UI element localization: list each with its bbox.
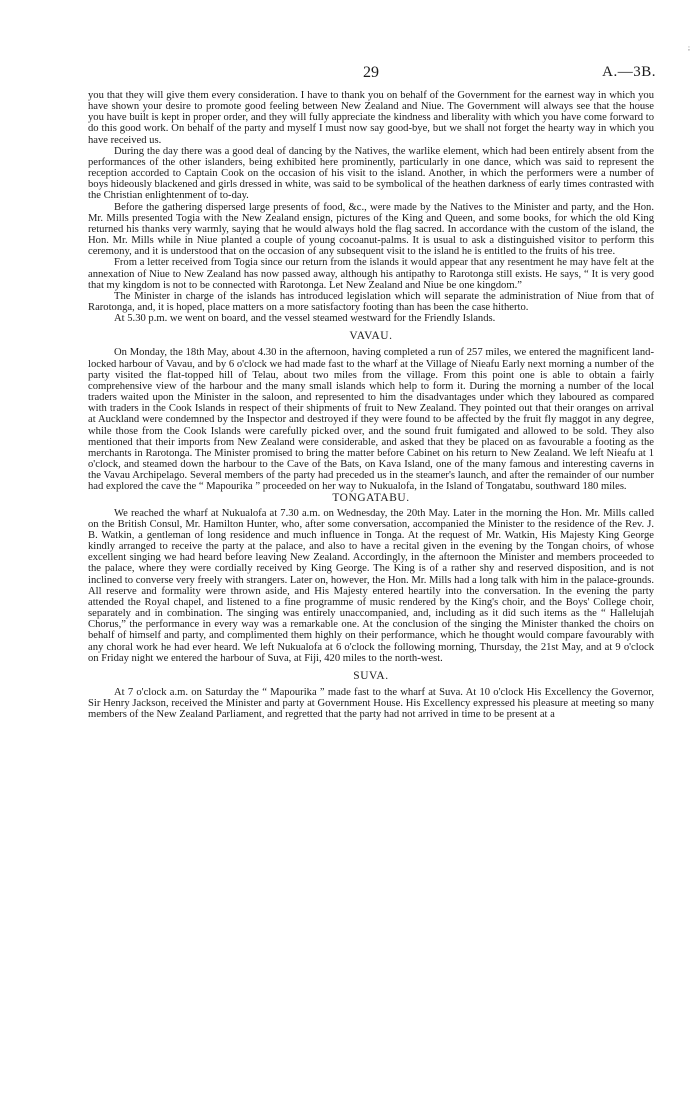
document-reference: A.—3B. (602, 64, 656, 80)
document-body (88, 90, 654, 720)
page-header (88, 64, 654, 90)
paragraph: you that they will give them every consideration. I have to thank you on behalf of the Government for the earnest way in which you have shown your desire to promote good feeling between New Zealand and Niue. The Government will always see that the house you have built is kept in proper order, and they will fully appreciate the kindness and liberality with which you have come forward to do this good work. On behalf of the party and myself I must now say good-bye, but we shall not forget the hearty way in which you have received us. (88, 90, 654, 146)
section-heading-suva: SUVA. (353, 669, 389, 682)
paragraph: During the day there was a good deal of dancing by the Natives, the warlike element, which had been entirely absent from the performances of the other islanders, being exhibited here prominently, particularly in one dance, which was said to represent the reception accorded to Captain Cook on the occasion of his visit to the island. Another, in which the performers were a number of boys hideously blackened and girls dressed in white, was said to be symbolical of the heathen darkness of early times contrasted with the Christian enlightenment of to-day. (88, 145, 654, 202)
paragraph: From a letter received from Togia since our return from the islands it would appear that any resentment he may have felt at the annexation of Niue to New Zealand has now passed away, although his antipathy to Rarotonga still exists. He says, “ It is very good that my kingdom is not to be connected with Rarotonga. Let New Zealand and Niue be one kingdom.” (88, 257, 654, 291)
paragraph: On Monday, the 18th May, about 4.30 in the afternoon, having completed a run of 257 miles, we entered the magnificent land-locked harbour of Vavau, and by 6 o'clock we had made fast to the wharf at the Village of Nieafu Early next morning a number of the party visited the flat-topped hill of Telau, about two miles from the village. From this point one is able to obtain a fairly comprehensive view of the harbour and the many small islands which help to form it. During the morning a number of the local traders waited upon the Minister in the saloon, and represented to him the disadvantages under which they laboured as compared with traders in the Cook Islands in respect of their shipments of fruit to New Zealand. They pointed out that their oranges on arrival at Auckland were condemned by the Inspector and destroyed if they were found to be affected by the fruit fly maggot in any degree, while those from the Cook Islands were carefully picked over, and the sound fruit fumigated and allowed to be sold. They also mentioned that their imports from New Zealand were considerable, and asked that they be placed on as favourable a footing as the merchants in Rarotonga. The Minister promised to bring the matter before Cabinet on his return to New Zealand. We left Nieafu at 1 o'clock, and steamed down the harbour to the Cave of the Bats, on Kava Island, one of the many famous and interesting caverns in the Vavau Archipelago. Several members of the party had preceded us in the steamer's launch, and after the remainder of our number had explored the cave the “ Mapourika ” proceeded on her way to Nukualofa, in the Island of Tongatabu, southward 180 miles. (88, 347, 654, 493)
section-heading-tongatabu: TONGATABU. (332, 492, 410, 505)
paragraph: We reached the wharf at Nukualofa at 7.30 a.m. on Wednesday, the 20th May. Later in the morning the Hon. Mr. Mills called on the British Consul, Mr. Hamilton Hunter, who, after some conversation, accompanied the Minister to the residence of the Rev. J. B. Watkin, a gentleman of long residence and much influence in Tonga. At the request of Mr. Watkin, His Majesty King George kindly arranged to receive the party at the palace, and also to have a recital given in the evening by the Tongan choirs, of whose excellent singing we had heard before leaving New Zealand. Accordingly, in the afternoon the Minister and members proceeded to the palace, where they were cordially received by King George. The King is of a rather shy and reserved disposition, and is not inclined to converse very freely with strangers. Later on, however, the Hon. Mr. Mills had a long talk with him in the palace-grounds. All reserve and formality were thrown aside, and His Majesty entered heartily into the conversation. In the evening the party attended the Royal chapel, and listened to a fine programme of music rendered by the King's choir, and the Boys' College choir, separately and in combination. The singing was entirely unaccompanied, and, including as it did such items as the “ Hallelujah Chorus,” the performance in every way was a remarkable one. At the conclusion of the singing the Minister thanked the choirs on behalf of himself and party, and complimented them highly on their performance, which he thought would compare favourably with any choral work he had ever heard. We left Nukualofa at 6 o'clock the following morning, Thursday, the 21st May, and at 9 o'clock on Friday night we entered the harbour of Suva, at Fiji, 420 miles to the north-west. (88, 507, 654, 664)
paragraph: The Minister in charge of the islands has introduced legislation which will separate the administration of Niue from that of Rarotonga, and, it is hoped, place matters on a more satisfactory footing than has been the case hitherto. (88, 290, 654, 313)
paragraph: At 7 o'clock a.m. on Saturday the “ Mapourika ” made fast to the wharf at Suva. At 10 o'clock His Excellency the Governor, Sir Henry Jackson, received the Minister and party at Government House. His Excellency expressed his pleasure at meeting so many members of the New Zealand Parliament, and regretted that the party had not arrived in time to be present at a (88, 686, 654, 721)
section-heading-vavau: VAVAU. (349, 330, 393, 343)
document-page (88, 64, 654, 720)
paragraph: Before the gathering dispersed large presents of food, &c., were made by the Natives to the Minister and party, and the Hon. Mr. Mills presented Togia with the New Zealand ensign, pictures of the King and Queen, and some books, for which the old King returned his thanks very warmly, saying that he would always hold the flag sacred. In accordance with the custom of the island, the Hon. Mr. Mills while in Niue planted a couple of young cocoanut-palms. It is usual to ask a distinguished visitor to perform this ceremony, and it is understood that on the occasion of any subsequent visit to the island he is entitled to the fruits of his tree. (88, 201, 654, 258)
page-number: 29 (363, 64, 379, 81)
paragraph: At 5.30 p.m. we went on board, and the vessel steamed westward for the Friendly Islands. (114, 313, 496, 325)
margin-mark: ; (688, 44, 690, 52)
